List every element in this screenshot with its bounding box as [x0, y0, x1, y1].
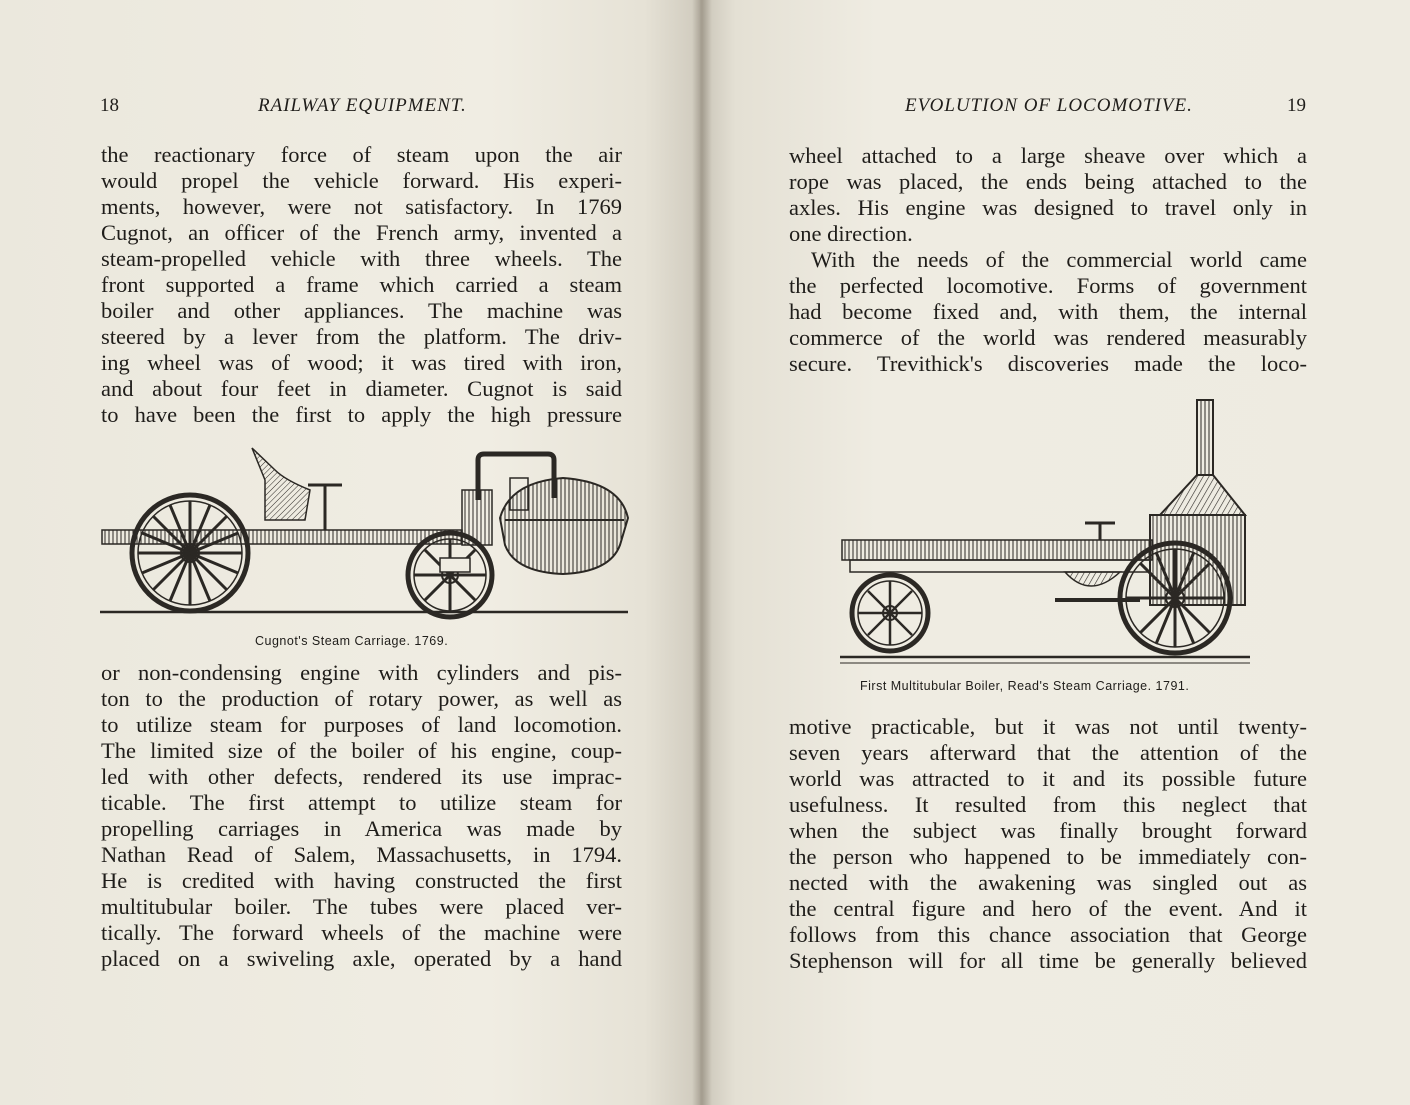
text-line: to utilize steam for purposes of land locomotion. — [101, 712, 622, 737]
text-line: He is credited with having constructed the first — [101, 868, 622, 893]
figure-caption: First Multitubular Boiler, Read's Steam Carriage. 1791. — [860, 679, 1190, 693]
page-number: 18 — [100, 95, 119, 116]
text-line: and about four feet in diameter. Cugnot is said — [101, 376, 622, 401]
text-line: front supported a frame which carried a steam — [101, 272, 622, 297]
figure-caption: Cugnot's Steam Carriage. 1769. — [255, 634, 449, 648]
text-line: the reactionary force of steam upon the air — [101, 142, 622, 167]
text-line: boiler and other appliances. The machine was — [101, 298, 622, 323]
text-line: rope was placed, the ends being attached to the — [789, 169, 1307, 194]
text-line: ing wheel was of wood; it was tired with iron, — [101, 350, 622, 375]
text-line: ticable. The first attempt to utilize steam for — [101, 790, 622, 815]
text-line: placed on a swiveling axle, operated by a hand — [101, 946, 622, 971]
running-title: RAILWAY EQUIPMENT. — [258, 95, 467, 116]
text-line: ton to the production of rotary power, as well as — [101, 686, 622, 711]
text-line: the person who happened to be immediately con- — [789, 844, 1307, 869]
text-line: to have been the first to apply the high pressure — [101, 402, 622, 427]
front-wheel — [408, 533, 492, 617]
text-line: nected with the awakening was singled out as — [789, 870, 1307, 895]
text-line: the central figure and hero of the event. And it — [789, 896, 1307, 921]
text-line: tically. The forward wheels of the machine were — [101, 920, 622, 945]
text-line: With the needs of the commercial world came — [811, 247, 1307, 272]
text-line: had become fixed and, with them, the internal — [789, 299, 1307, 324]
text-line: would propel the vehicle forward. His experi- — [101, 168, 622, 193]
text-line: seven years afterward that the attention of the — [789, 740, 1307, 765]
text-line: wheel attached to a large sheave over which a — [789, 143, 1307, 168]
text-line: secure. Trevithick's discoveries made the loco- — [789, 351, 1307, 376]
left-paragraph-a — [101, 142, 622, 428]
text-line: the perfected locomotive. Forms of government — [789, 273, 1307, 298]
cugnot-steam-carriage-illustration — [100, 440, 630, 620]
text-line: Cugnot, an officer of the French army, invented a — [101, 220, 622, 245]
text-line: one direction. — [789, 221, 913, 246]
text-line: motive practicable, but it was not until twenty- — [789, 714, 1307, 739]
text-line: axles. His engine was designed to travel only in — [789, 195, 1307, 220]
running-title: EVOLUTION OF LOCOMOTIVE. — [905, 95, 1193, 116]
rear-wheel — [132, 495, 248, 611]
right-paragraph-a — [789, 143, 1307, 247]
text-line: The limited size of the boiler of his engine, coup- — [101, 738, 622, 763]
text-line: when the subject was finally brought forward — [789, 818, 1307, 843]
front-wheel — [852, 575, 928, 651]
book-gutter-shadow — [692, 0, 712, 1105]
text-line: ments, however, were not satisfactory. In 1769 — [101, 194, 622, 219]
text-line: steered by a lever from the platform. The driv- — [101, 324, 622, 349]
left-page — [0, 0, 700, 1105]
text-line: propelling carriages in America was made by — [101, 816, 622, 841]
text-line: usefulness. It resulted from this neglect that — [789, 792, 1307, 817]
left-paragraph-b — [101, 660, 622, 972]
read-steam-carriage-illustration — [840, 395, 1255, 665]
text-line: led with other defects, rendered its use imprac- — [101, 764, 622, 789]
text-line: or non-condensing engine with cylinders and pis- — [101, 660, 622, 685]
text-line: steam-propelled vehicle with three wheels. The — [101, 246, 622, 271]
right-page — [700, 0, 1410, 1105]
text-line: commerce of the world was rendered measurably — [789, 325, 1307, 350]
page-number: 19 — [1287, 95, 1306, 116]
text-line: Nathan Read of Salem, Massachusetts, in 1794. — [101, 842, 622, 867]
text-line: follows from this chance association that George — [789, 922, 1307, 947]
text-line: Stephenson will for all time be generally believed — [789, 948, 1307, 973]
text-line: world was attracted to it and its possible future — [789, 766, 1307, 791]
rear-wheel — [1120, 543, 1230, 653]
text-line: multitubular boiler. The tubes were placed ver- — [101, 894, 622, 919]
right-paragraph-b — [789, 247, 1307, 377]
right-paragraph-c — [789, 714, 1307, 974]
